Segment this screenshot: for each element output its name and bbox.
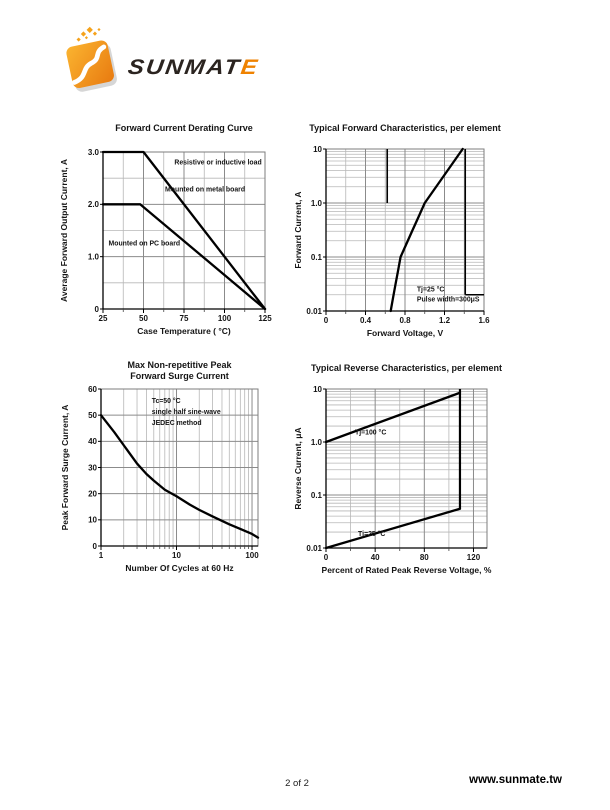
- annotation: Tj=25 °C: [416, 286, 445, 294]
- x-tick-label: 80: [419, 553, 429, 562]
- chart-title: Forward Current Derating Curve: [115, 123, 253, 133]
- annotation: JEDEC method: [151, 419, 202, 427]
- x-axis-label: Forward Voltage, V: [366, 328, 444, 338]
- x-tick-label: 120: [466, 553, 481, 562]
- y-tick-label: 1.0: [87, 252, 99, 262]
- x-tick-label: 1.2: [438, 316, 451, 325]
- annotation: Mounted on PC board: [108, 240, 181, 248]
- page-number: 2 of 2: [285, 778, 309, 789]
- brand-text: SUNMAT: [126, 55, 243, 80]
- y-tick-label: 1.0: [310, 437, 322, 447]
- x-tick-label: 0: [323, 316, 329, 325]
- annotation: Tc=50 °C: [151, 398, 181, 406]
- annotation: single half sine-wave: [151, 409, 221, 417]
- x-tick-label: 1.6: [478, 316, 490, 325]
- chart-title: Typical Forward Characteristics, per element: [309, 123, 501, 133]
- x-tick-label: 100: [245, 551, 259, 560]
- x-axis-label: Percent of Rated Peak Reverse Voltage, %: [321, 565, 492, 575]
- y-tick-label: 0: [92, 541, 97, 551]
- chart-title: Max Non-repetitive Peak: [127, 360, 232, 370]
- chart-forward-current-derating: [59, 123, 272, 336]
- x-axis-label: Number Of Cycles at 60 Hz: [125, 563, 234, 573]
- y-tick-label: 0: [94, 304, 99, 314]
- series-surge-current: [101, 415, 258, 537]
- annotation: Pulse width=300μS: [416, 296, 480, 304]
- y-tick-label: 10: [313, 384, 322, 394]
- y-tick-label: 1.0: [310, 198, 322, 208]
- series-tj-100c: [326, 393, 460, 442]
- annotation: Tj=100 °C: [355, 429, 387, 437]
- y-axis-label: Forward Current, A: [293, 191, 303, 269]
- x-tick-label: 0: [323, 553, 329, 562]
- x-tick-label: 0.4: [359, 316, 372, 325]
- website-link[interactable]: www.sunmate.tw: [469, 774, 562, 786]
- x-tick-label: 50: [139, 314, 148, 323]
- series-tj-25c: [326, 509, 460, 548]
- chart-typical-forward-characteristics: [293, 123, 501, 338]
- y-axis-label: Peak Forward Surge Current, A: [60, 404, 70, 531]
- y-axis-label: Reverse Current, μA: [293, 427, 303, 510]
- x-tick-label: 125: [258, 314, 272, 323]
- x-tick-label: 40: [370, 553, 380, 562]
- y-tick-label: 3.0: [87, 147, 99, 157]
- y-tick-label: 50: [88, 410, 97, 420]
- x-tick-label: 10: [172, 551, 181, 560]
- annotation: Resistive or inductive load: [174, 159, 262, 167]
- x-tick-label: 25: [98, 314, 108, 323]
- x-tick-label: 100: [217, 314, 232, 323]
- chart-title: Typical Reverse Characteristics, per element: [311, 363, 502, 373]
- y-tick-label: 0.1: [310, 490, 322, 500]
- chart-typical-reverse-characteristics: [293, 363, 502, 575]
- chart-title: Forward Surge Current: [130, 371, 229, 381]
- x-tick-label: 1: [98, 551, 104, 560]
- y-tick-label: 60: [88, 384, 97, 394]
- y-axis-label: Average Forward Output Current, A: [59, 159, 69, 302]
- y-tick-label: 10: [88, 515, 97, 525]
- y-tick-label: 0.01: [306, 543, 322, 553]
- y-tick-label: 10: [313, 144, 322, 154]
- x-tick-label: 75: [179, 314, 189, 323]
- x-axis-label: Case Temperature ( °C): [137, 326, 231, 336]
- annotation: Tj=25 °C: [357, 531, 386, 539]
- y-tick-label: 2.0: [87, 200, 99, 210]
- annotation: Mounted on metal board: [165, 186, 246, 194]
- y-tick-label: 20: [88, 489, 97, 499]
- x-tick-label: 0.8: [399, 316, 411, 325]
- y-tick-label: 0.01: [306, 306, 322, 316]
- brand-accent-letter: E: [239, 55, 261, 80]
- y-tick-label: 30: [88, 463, 97, 473]
- chart-max-nonrepetitive-peak-forward-surge-current: [60, 360, 259, 573]
- y-tick-label: 0.1: [310, 252, 322, 262]
- y-tick-label: 40: [88, 437, 97, 447]
